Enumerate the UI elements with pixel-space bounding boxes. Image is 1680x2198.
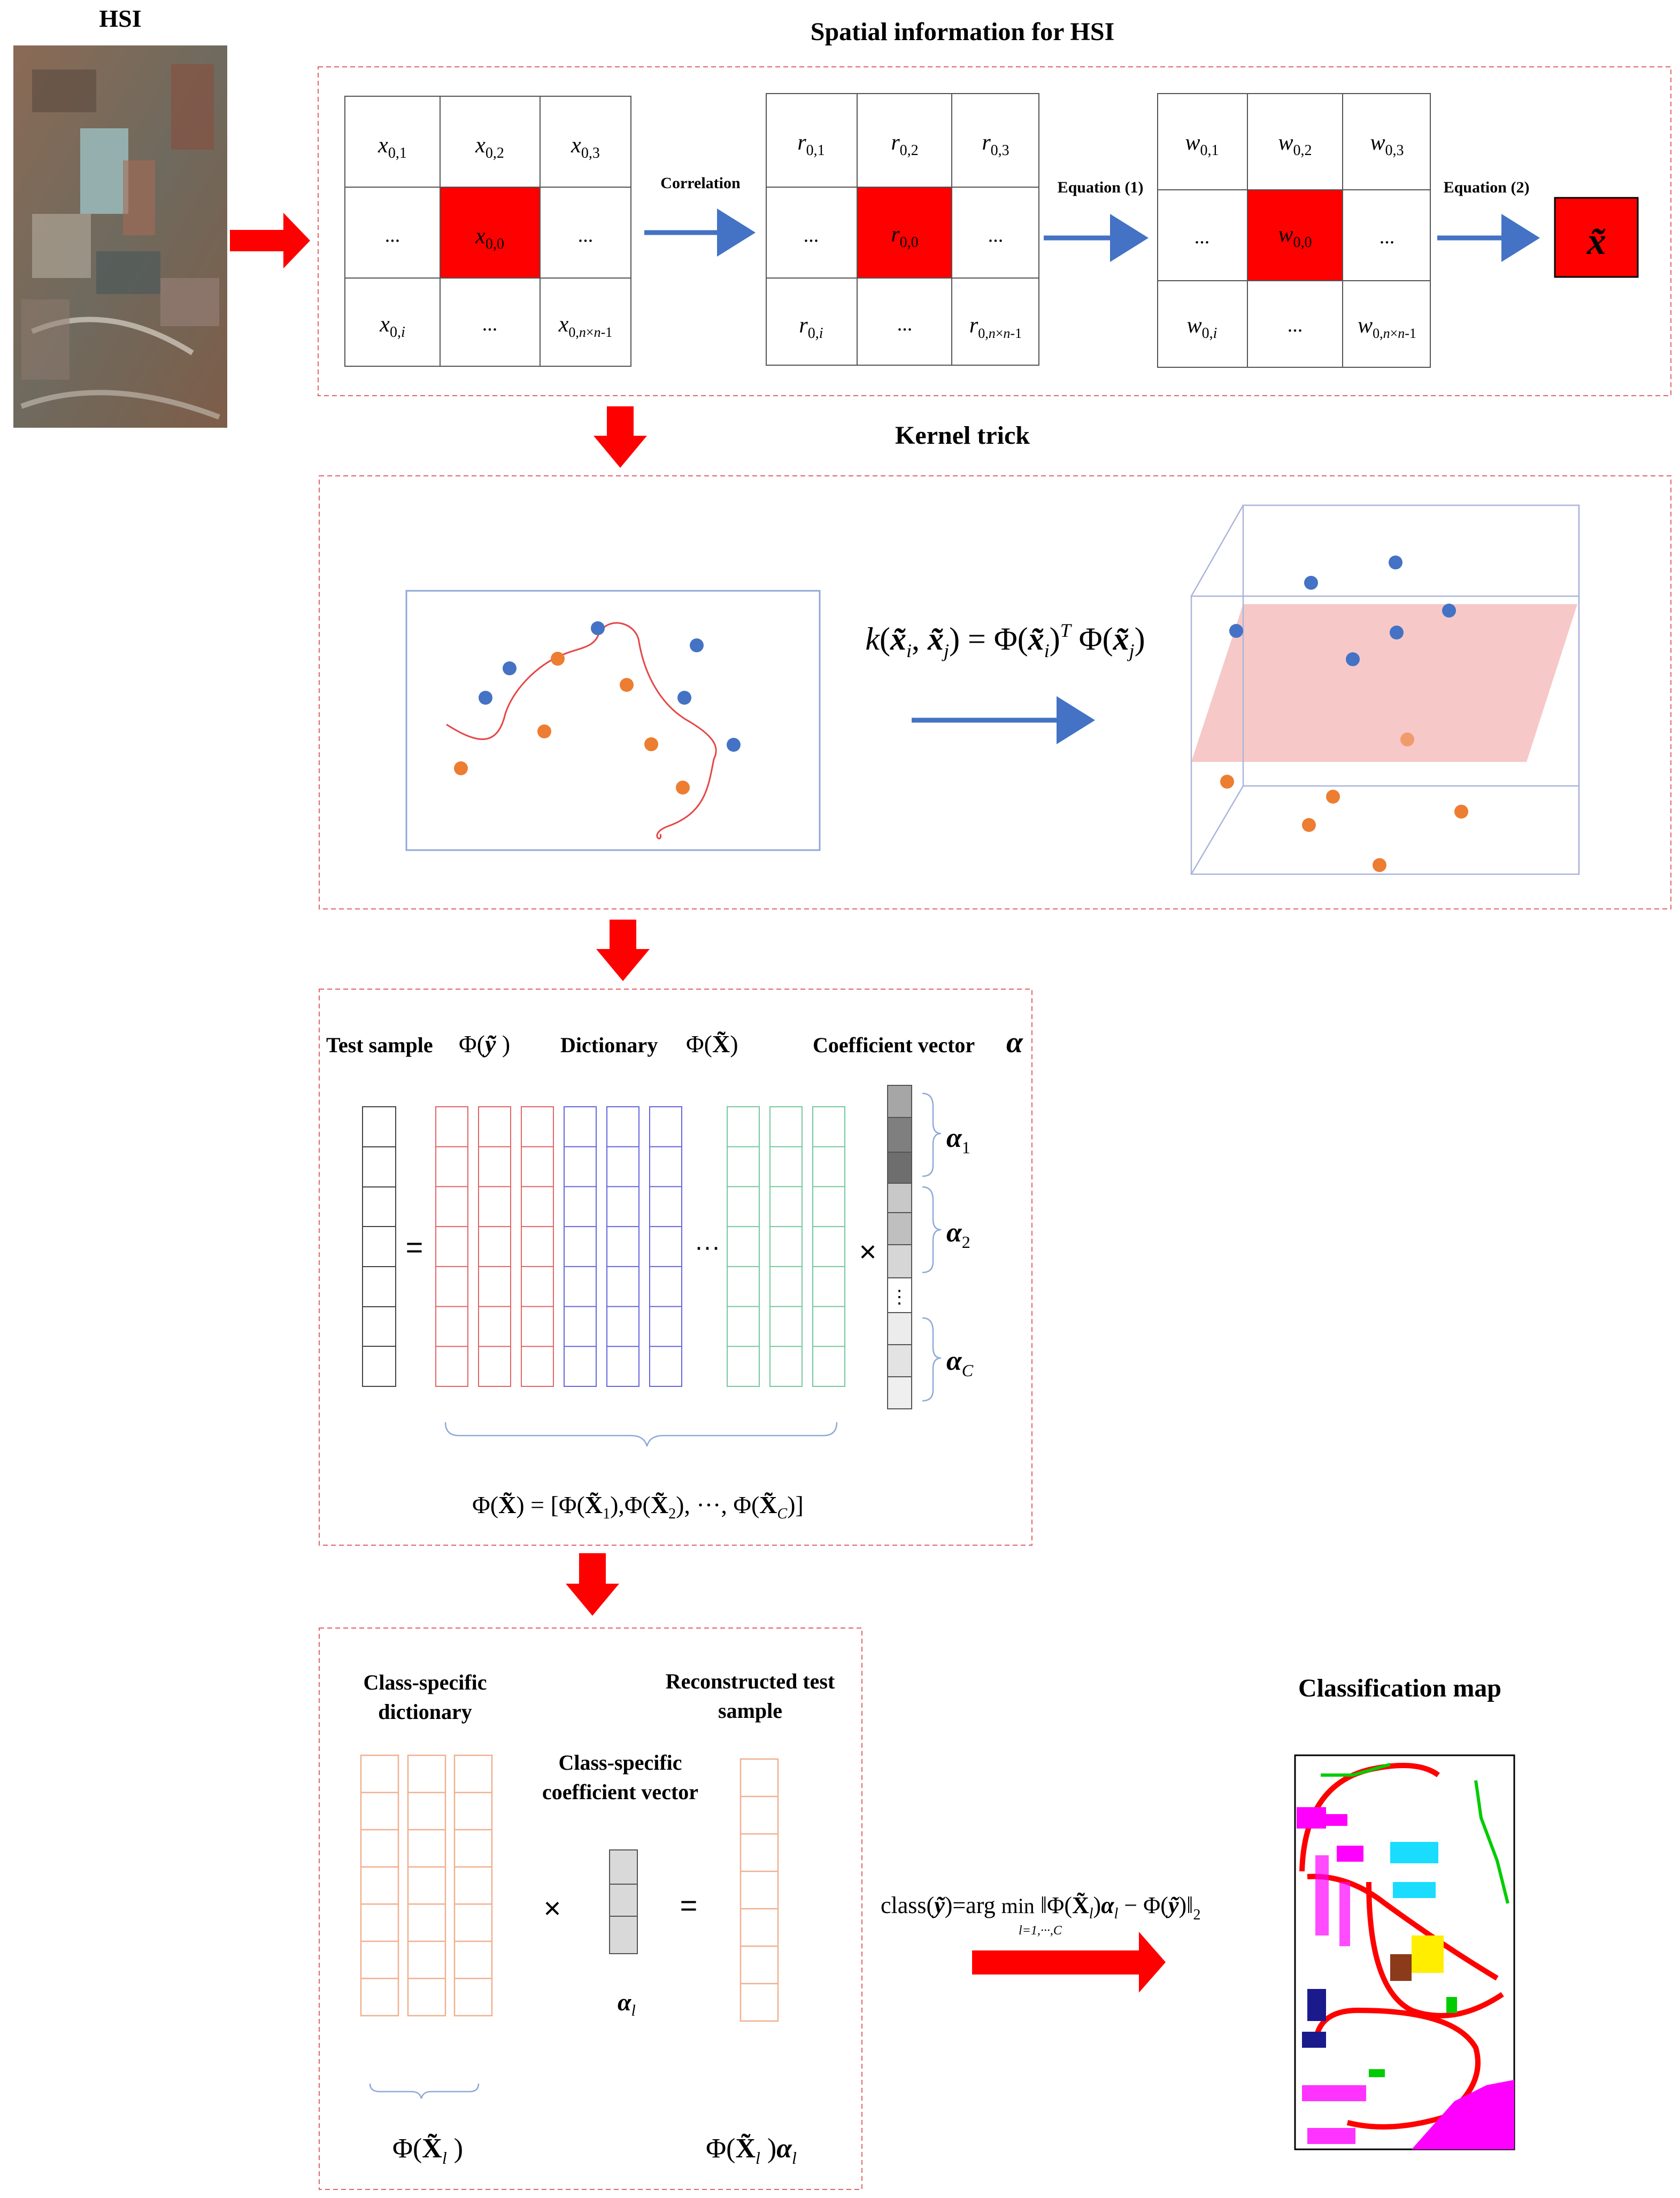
grid-x-center-cell: $x_{0,0}$: [475, 224, 504, 252]
grid-r-cell: $r_{0,}i$: [799, 313, 823, 342]
class-b-point: [620, 678, 634, 692]
dictionary-math: Φ(X̃): [686, 1030, 738, 1058]
alpha2-label: [946, 1217, 970, 1252]
class-a-point: [591, 621, 605, 635]
result-symbol: x̃: [1587, 220, 1606, 263]
dict-column-classC: [770, 1107, 802, 1386]
grid-w-cell: $w_{0,}n\times n-1$: [1358, 313, 1416, 341]
ellipsis: ···: [695, 1233, 720, 1261]
classification-formula: class(ỹ)=arg $\min ‖\Phi(X̃_l)\alpha_l$ − $\Phi(ỹ)‖_2$: [881, 1892, 1201, 1923]
grid-r-cell: ...: [897, 313, 913, 335]
class-a-point: [677, 691, 691, 705]
to-classification-arrow: [972, 1932, 1166, 1993]
class-dict-column: [361, 1755, 398, 2016]
hsi-image: [13, 45, 227, 428]
dictionary-brace: [445, 1422, 837, 1446]
recon-times-sign: ×: [543, 1891, 561, 1925]
dict-column-class2: [564, 1107, 596, 1386]
grid-w-cell: $w_{0,2}$: [1278, 130, 1312, 159]
decision-boundary-curve: [446, 623, 716, 838]
dict-column-class1: [521, 1107, 553, 1386]
class-a-point: [727, 738, 741, 752]
class-coef-vector: [610, 1850, 637, 1954]
class-a-point: [1304, 576, 1318, 590]
kernel-title: Kernel trick: [895, 421, 1030, 450]
dict-column-class2: [650, 1107, 682, 1386]
alpha1-brace: [922, 1093, 941, 1176]
class-b-point: [551, 652, 565, 666]
dictionary-columns: [436, 1107, 845, 1386]
down-arrow-2: [596, 920, 650, 981]
dictionary-label: Dictionary: [560, 1033, 658, 1057]
test-sample-label: Test sample: [326, 1033, 433, 1057]
class-b-point: [1454, 805, 1468, 819]
class-a-point: [1390, 626, 1404, 639]
grid-w-cell: $w_{0,1}$: [1185, 130, 1219, 159]
classification-map: [1295, 1755, 1514, 2149]
hsi-to-spatial-arrow: [230, 213, 310, 268]
class-dict-column: [454, 1755, 492, 2016]
grid-w-cell: ...: [1194, 226, 1210, 248]
class-b-point: [644, 737, 658, 751]
class-a-point: [479, 691, 492, 705]
dict-column-class1: [479, 1107, 511, 1386]
dictionary-formula: Φ(X̃) = [$\Phi(X̃_1),\Phi(X̃_2)$, ···, $\Phi(X̃_C)$]: [472, 1491, 804, 1522]
alpha-l-symbol: α: [618, 1988, 631, 2016]
class-a-point: [1229, 624, 1243, 638]
alphaC-symbol: α: [946, 1346, 962, 1376]
dict-column-class2: [607, 1107, 639, 1386]
feature-space-cube: [1191, 505, 1579, 874]
class-a-point: [1346, 652, 1360, 666]
grid-x-cell: $x_{0,1}$: [378, 133, 407, 161]
grid-r-cell: ...: [803, 224, 819, 246]
grid-w-cell: ...: [1379, 226, 1395, 248]
class-b-point: [1326, 790, 1340, 804]
class-coef-label-2: coefficient vector: [542, 1780, 699, 1804]
grid-x-cell: $x_{0,}i$: [380, 312, 405, 341]
spatial-title: Spatial information for HSI: [810, 18, 1115, 46]
class-a-point: [1389, 556, 1402, 569]
grid-x-cell: ...: [577, 224, 594, 246]
separating-hyperplane: [1191, 604, 1577, 762]
grid-x-cell: $x_{0,2}$: [475, 133, 504, 161]
class-dict-label-1: Class-specific: [363, 1670, 487, 1694]
alpha1-sub: 1: [961, 1138, 970, 1157]
class-dict-brace: [370, 2084, 479, 2099]
class-dict-label-2: dictionary: [378, 1700, 472, 1724]
grid-w-cell: $w_{0,3}$: [1370, 130, 1404, 159]
class-dict-math: $\Phi(X̃_l$ ): [392, 2133, 464, 2168]
vertical-ellipsis: ⋮: [890, 1287, 908, 1307]
recon-label-2: sample: [718, 1699, 782, 1723]
alpha1-symbol: α: [946, 1123, 962, 1153]
alpha1-label: [946, 1123, 970, 1157]
class-b-point: [1220, 775, 1234, 789]
reconstructed-sample-column: [741, 1759, 778, 2021]
class-a-point: [503, 661, 517, 675]
alpha-l-label: [618, 1988, 636, 2019]
grid-x-cell: $x_{0,}n\times n-1$: [558, 312, 613, 340]
times-sign: ×: [859, 1235, 877, 1268]
coefficient-vector: [888, 1085, 912, 1409]
grid-x-cell: ...: [482, 313, 498, 335]
class-b-point: [537, 724, 551, 738]
grid-x-cell: $x_{0,3}$: [571, 133, 600, 161]
equation1-label: Equation (1): [1057, 179, 1144, 196]
down-arrow-1: [594, 406, 647, 468]
grid-r-cell: $r_{0,3}$: [982, 130, 1009, 159]
dict-column-classC: [813, 1107, 845, 1386]
kernel-formula: $k(x̃_i$, $x̃_j$) = $\Phi(x̃_i)^T$ $\Phi(x̃_j)$: [865, 620, 1145, 661]
class-dict-column: [408, 1755, 445, 2016]
grid-r: [766, 94, 1039, 365]
grid-w-cell: ...: [1287, 314, 1303, 336]
coef-vector-label: Coefficient vector: [813, 1033, 975, 1057]
grid-x-cell: ...: [384, 224, 400, 246]
test-sample-math: Φ(ỹ ): [459, 1030, 511, 1058]
class-coef-label-1: Class-specific: [558, 1750, 682, 1775]
recon-equals-sign: =: [680, 1888, 698, 1922]
dict-column-classC: [727, 1107, 759, 1386]
alphaC-label: [946, 1346, 974, 1380]
grid-w: [1158, 94, 1430, 367]
input-points: [454, 621, 741, 795]
alpha2-brace: [922, 1187, 941, 1272]
grid-r-center-cell: $r_{0,0}$: [891, 222, 919, 251]
coef-vector-symbol: α: [1006, 1026, 1023, 1059]
grid-r-cell: $r_{0,}n\times n-1$: [969, 313, 1022, 341]
class-specific-columns: [361, 1755, 492, 2016]
equals-sign: =: [405, 1230, 423, 1264]
down-arrow-3: [566, 1553, 619, 1616]
grid-w-center-cell: $w_{0,0}$: [1278, 222, 1312, 251]
alphaC-brace: [922, 1318, 941, 1401]
grid-w-cell: $w_{0,}i$: [1186, 313, 1217, 342]
recon-label-1: Reconstructed test: [665, 1669, 835, 1693]
test-sample-column: [363, 1107, 396, 1386]
grid-x: [345, 96, 631, 366]
class-b-point: [1400, 732, 1414, 746]
class-b-point: [1373, 858, 1386, 872]
grid-r-cell: $r_{0,1}$: [797, 130, 825, 159]
correlation-label: Correlation: [660, 174, 741, 192]
recon-math: $\Phi(X̃_l$ )$\alpha_l$: [706, 2133, 797, 2168]
alphaC-sub: C: [961, 1361, 974, 1380]
classification-formula-sub: l=1,···,C: [1019, 1924, 1062, 1938]
alpha-l-sub: l: [631, 2002, 636, 2019]
class-b-point: [454, 761, 468, 775]
equation2-label: Equation (2): [1443, 179, 1530, 196]
class-b-point: [1302, 818, 1316, 832]
alpha2-sub: 2: [961, 1232, 970, 1252]
grid-r-cell: $r_{0,2}$: [891, 130, 919, 159]
class-b-point: [676, 781, 690, 795]
hsi-title: HSI: [99, 5, 142, 32]
alpha2-symbol: α: [946, 1217, 962, 1248]
grid-r-cell: ...: [988, 224, 1004, 246]
classification-title: Classification map: [1298, 1674, 1502, 1702]
class-a-point: [690, 638, 704, 652]
input-space-box: [406, 591, 820, 850]
class-a-point: [1442, 604, 1456, 618]
dict-column-class1: [436, 1107, 468, 1386]
